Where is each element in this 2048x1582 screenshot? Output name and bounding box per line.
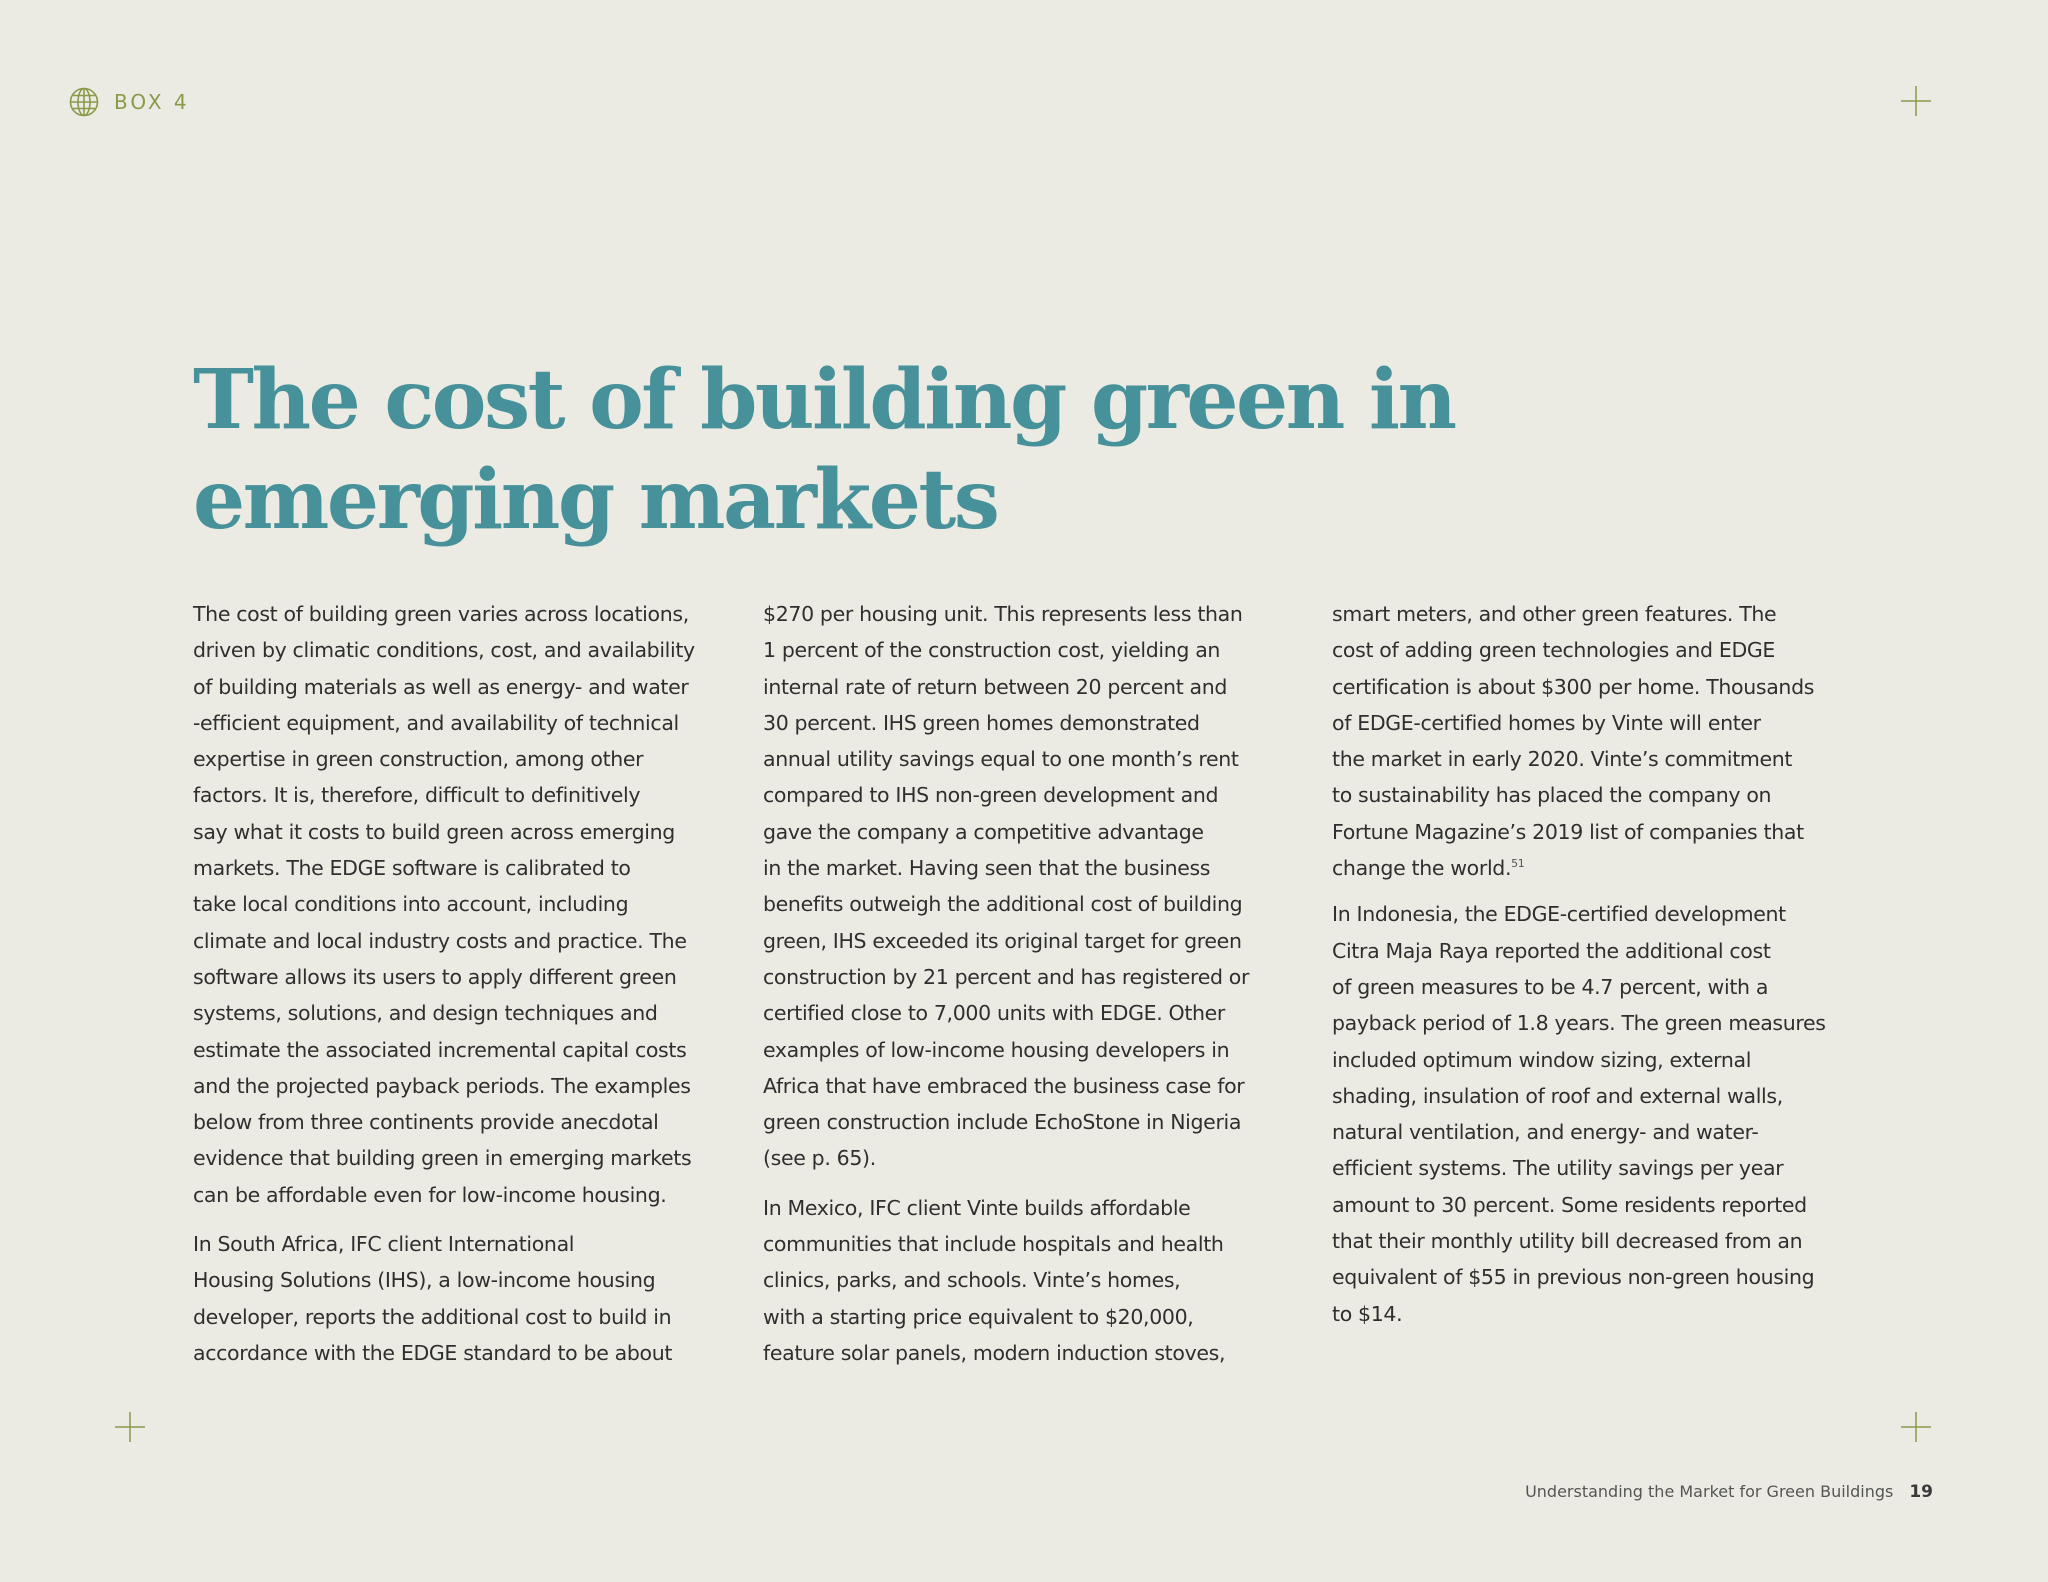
page-footer [1525,1482,1933,1502]
page-number: 19 [1909,1482,1933,1502]
crosshair-mark-top-right [1901,86,1931,116]
globe-icon [68,86,100,118]
paragraph: $270 per housing unit. This represents less than 1 percent of the construction cost, yielding an internal rate of return between 20 percent and 30 percent. IHS green homes demonstrated annual utility savings equal to one month’s rent compared to IHS non-green development and gave the company a competitive advantage in the market. Having seen that the business benefits outweigh the additional cost of building green, IHS exceeded its original target for green construction by 21 percent and has registered or certified close to 7,000 units with EDGE. Other examples of low-income housing developers in Africa that have embraced the business case for green construction include EchoStone in Nigeria (see p. 65). [763,602,1250,1171]
text-column-1 [193,596,733,1384]
box-label [68,86,190,118]
footnote-marker: 51 [1511,857,1525,871]
paragraph: In Indonesia, the EDGE-certified development Citra Maja Raya reported the additional cost of green measures to be 4.7 percent, with a payback period of 1.8 years. The green measures included optimum window sizing, external shading, insulation of roof and external walls, natural ventilation, and energy- and water- efficient systems. The utility savings per year amount to 30 percent. Some residents reported that their monthly utility bill decreased from an equivalent of $55 in previous non-green housing to $14. [1332,902,1826,1326]
text-column-2 [763,596,1303,1384]
crosshair-mark-bottom-left [115,1412,145,1442]
box-number: BOX 4 [114,90,190,114]
paragraph: In Mexico, IFC client Vinte builds affordable communities that include hospitals and health clinics, parks, and schools. Vinte’s homes, with a starting price equivalent to $20,000, feature solar panels, modern induction stoves, [763,1195,1226,1365]
paragraph: In South Africa, IFC client International Housing Solutions (IHS), a low-income housing developer, reports the additional cost to build in accordance with the EDGE standard to be about [193,1232,673,1365]
paragraph [1332,596,1872,886]
page-title: The cost of building green in emerging markets [193,352,1455,548]
publication-title: Understanding the Market for Green Buildings [1525,1482,1894,1501]
text-column-3 [1332,596,1872,1345]
paragraph-text: smart meters, and other green features. The cost of adding green technologies and EDGE certification is about $300 per home. Thousands of EDGE-certified homes by Vinte will enter the market in early 2020. Vinte’s commitment to sustainability has placed the company on Fortune Magazine’s 2019 list of companies that change the world. [1332,602,1815,881]
paragraph: The cost of building green varies across locations, driven by climatic conditions, cost, and availability of building materials as well as energy- and water -efficient equipment, and availability of technical expertise in green construction, among other factors. It is, therefore, difficult to definitively say what it costs to build green across emerging markets. The EDGE software is calibrated to take local conditions into account, including climate and local industry costs and practice. The software allows its users to apply different green systems, solutions, and design techniques and estimate the associated incremental capital costs and the projected payback periods. The examples below from three continents provide anecdotal evidence that building green in emerging markets can be affordable even for low-income housing. [193,602,695,1207]
crosshair-mark-bottom-right [1901,1412,1931,1442]
